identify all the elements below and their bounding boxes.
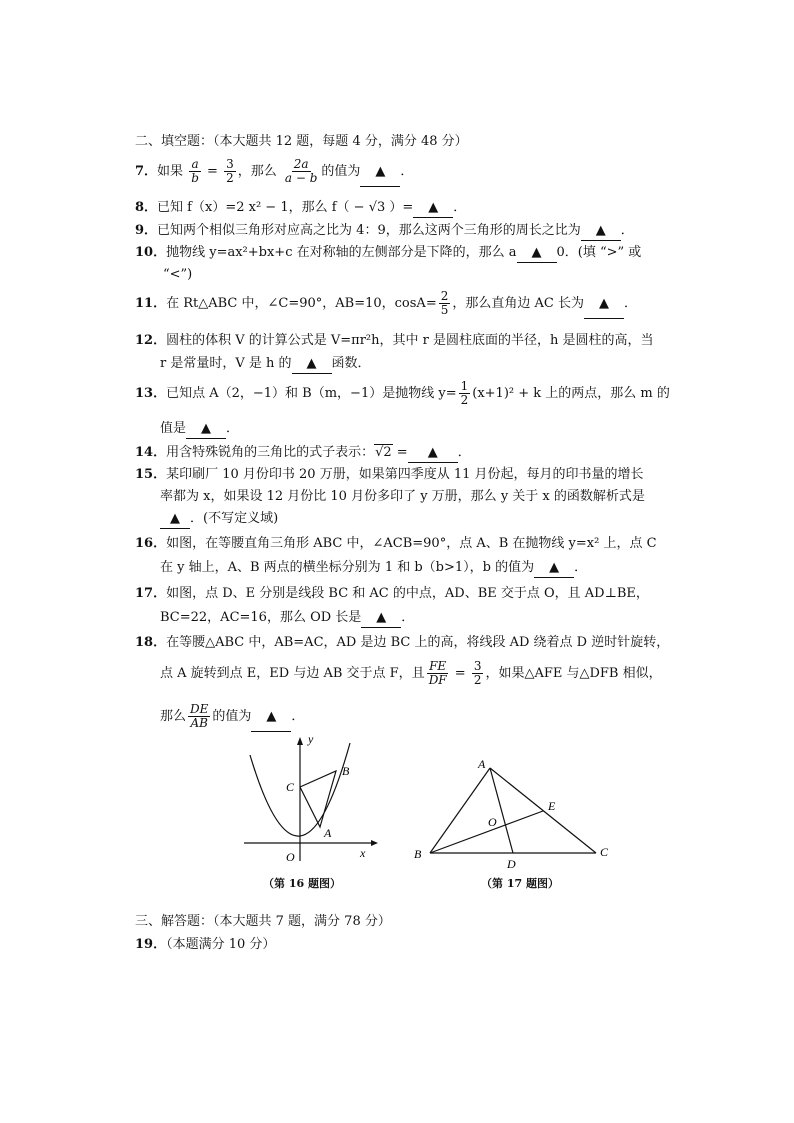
label-b: B — [342, 764, 350, 778]
section-2-header: 二、填空题：（本大题共 12 题，每题 4 分，满分 48 分） — [135, 134, 468, 149]
answer-blank: ▲ — [413, 199, 453, 218]
question-10: 10．抛物线 y=ax²+bx+c 在对称轴的左侧部分是下降的，那么 a ▲ 0．(填 “>” 或 — [135, 244, 641, 263]
figure-17-caption: （第 17 题图） — [481, 877, 559, 890]
segment-ad — [490, 768, 513, 853]
y-axis-arrow-icon — [297, 737, 303, 745]
question-15-line3: ▲ ．(不写定义域) — [160, 510, 278, 529]
answer-blank: ▲ — [360, 158, 400, 187]
answer-blank: ▲ — [160, 510, 190, 529]
label-a: A — [324, 826, 332, 840]
label-x: x — [360, 846, 366, 860]
label-b: B — [414, 847, 422, 861]
question-11: 11．在 Rt△ABC 中，∠C=90°，AB=10，cosA= $\frac{2}{5}$ ，那么直角边 AC 长为 ▲ ． — [135, 289, 637, 317]
question-12-line2: r 是常量时，V 是 h 的 ▲ 函数． — [160, 355, 371, 374]
question-14: 14．用含特殊锐角的三角比的式子表示：√2 = ▲ ． — [135, 444, 471, 463]
figure-17 — [410, 752, 620, 870]
answer-blank: ▲ — [534, 559, 574, 578]
label-c: C — [286, 780, 295, 794]
answer-blank: ▲ — [584, 290, 624, 319]
label-a: A — [478, 757, 486, 771]
question-13: 13．已知点 A（2，−1）和 B（m，−1）是抛物线 y= $\frac{1}{2}$ (x+1)² + k 上的两点，那么 m 的 — [135, 379, 670, 407]
question-18-line2: 点 A 旋转到点 E，ED 与边 AB 交于点 F，且 $\frac{FE}{DF}$ = $\frac{3}{2}$ ，如果△AFE 与△DFB 相似， — [160, 659, 662, 687]
segment-ab — [430, 768, 490, 853]
x-axis-arrow-icon — [371, 840, 378, 846]
question-19: 19．（本题满分 10 分） — [135, 937, 276, 952]
section-3-header: 三、解答题：（本大题共 7 题，满分 78 分） — [135, 914, 391, 929]
question-18: 18．在等腰△ABC 中，AB=AC，AD 是边 BC 上的高，将线段 AD 绕着点 D 逆时针旋转， — [135, 635, 670, 650]
question-13-line2: 值是 ▲ ． — [160, 420, 239, 439]
question-12: 12．圆柱的体积 V 的计算公式是 V=πr²h，其中 r 是圆柱底面的半径，h 是圆柱的高，当 — [135, 333, 654, 348]
question-16-line2: 在 y 轴上，A、B 两点的横坐标分别为 1 和 b（b>1），b 的值为 ▲ ． — [160, 559, 587, 578]
segment-be — [430, 811, 543, 853]
answer-blank: ▲ — [361, 609, 401, 628]
segment-ac — [490, 768, 596, 853]
question-17-line2: BC=22，AC=16，那么 OD 长是 ▲ ． — [160, 609, 414, 628]
answer-blank: ▲ — [517, 244, 557, 263]
question-8: 8．已知 f（x）=2 x² − 1，那么 f（ − √3 ）= ▲ ． — [135, 199, 466, 218]
label-e: E — [548, 799, 556, 813]
label-c: C — [600, 845, 609, 859]
label-o: O — [286, 850, 295, 864]
question-7: 7．如果 $\frac{a}{b}$ = $\frac{3}{2}$ ，那么 $\frac{2a}{a - b}$ 的值为 ▲ ． — [135, 157, 414, 185]
question-10-line2: “<”) — [163, 267, 193, 282]
label-d: D — [507, 857, 516, 870]
question-16: 16．如图，在等腰直角三角形 ABC 中，∠ACB=90°，点 A、B 在抛物线 y=x² 上，点 C — [135, 536, 657, 551]
question-18-line3: 那么 $\frac{DE}{AB}$ 的值为 ▲ ． — [160, 702, 305, 730]
figure-16 — [236, 733, 386, 868]
label-o: O — [488, 815, 497, 829]
label-y: y — [308, 733, 314, 746]
answer-blank: ▲ — [292, 355, 332, 374]
question-17: 17．如图，点 D、E 分别是线段 BC 和 AC 的中点，AD、BE 交于点 O，且 AD⊥BE， — [135, 586, 649, 601]
figure-16-caption: （第 16 题图） — [263, 877, 341, 890]
question-15-line2: 率都为 x，如果设 12 月份比 10 月份多印了 y 万册，那么 y 关于 x 的函数解析式是 — [160, 489, 645, 504]
answer-blank: ▲ — [186, 420, 226, 439]
question-15: 15．某印刷厂 10 月份印书 20 万册，如果第四季度从 11 月份起，每月的印书量的增长 — [135, 467, 644, 482]
question-9: 9．已知两个相似三角形对应高之比为 4：9，那么这两个三角形的周长之比为 ▲ ． — [135, 222, 634, 241]
answer-blank: ▲ — [408, 444, 458, 463]
answer-blank: ▲ — [251, 703, 291, 732]
answer-blank: ▲ — [581, 222, 621, 241]
